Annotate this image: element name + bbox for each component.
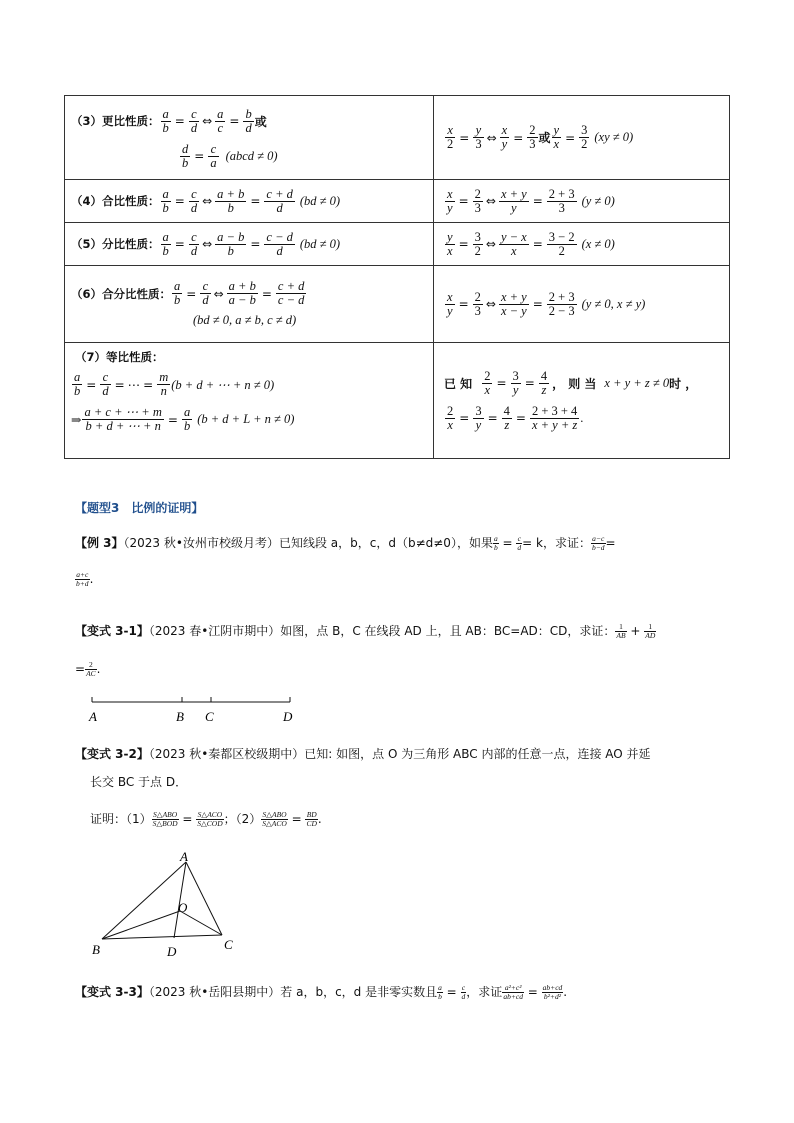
side-ac [186,862,222,935]
variant-3-2 [75,745,651,763]
example-text: 时 ， [669,376,698,391]
properties-table [64,95,730,459]
table-row [65,96,730,180]
example-3: 【例 3】（2023 秋•汝州市校级月考）已知线段 a，b，c，d（b≠d≠0），如果 $\frac{a}{b}$ = $\frac{c}{d}$ = k，求证： $\frac{a-c}{b-d}$ = [75,534,616,552]
table-row [65,266,730,343]
vertex-label-c: C [224,937,233,952]
rule-cell: （6）合分比性质： $\frac{a}{b}$ = $\frac{c}{d}$ ⇔ $\frac{a + b}{a - b}$ = $\frac{c + d}{c - d}$ (bd ≠ 0, a ≠ b, c ≠ d) [65,266,434,343]
table-row [65,180,730,223]
or-word: 或 [254,114,267,129]
problem-text: （2023 春•江阴市期中）如图，点 B，C 在线段 AD 上，且 AB：BC=AD：CD，求证： [148,624,616,638]
example-cell: 已 知 $\frac{2}{x}$ = $\frac{3}{y}$ = $\frac{4}{z}$ ， 则 当 x + y + z ≠ 0 时 ， $\frac{2}{x}$ = $\frac{3}{y}$ = $\frac{4}{z}$ = $\frac{2 + 3 + 4}{x + y + z}$ . [434,343,730,459]
row-label: （7）等比性质： [75,350,164,364]
problem-text: （2023 秋•岳阳县期中）若 a，b，c，d 是非零实数且 [148,985,438,999]
example-cell: $\frac{x}{y}$ = $\frac{2}{3}$ ⇔ $\frac{x + y}{y}$ = $\frac{2 + 3}{3}$ (y ≠ 0) [434,180,730,223]
condition: (b + d + ⋯ + n ≠ 0) [171,377,275,392]
problem-text: = k，求证： [522,536,591,550]
condition: (x ≠ 0) [581,236,615,251]
problem-text: （2023 秋•秦都区校级期中）已知: 如图，点 O 为三角形 ABC 内部的任意一点，连接 AO 并延 [148,747,651,761]
rule-cell: （4）合比性质： $\frac{a}{b}$ = $\frac{c}{d}$ ⇔ $\frac{a + b}{b}$ = $\frac{c + d}{d}$ (bd ≠ 0) [65,180,434,223]
point-label-d: D [283,709,293,724]
table-row [65,223,730,266]
condition: (y ≠ 0) [581,193,615,208]
proof-mid: ；（2） [223,812,262,826]
example-cell: $\frac{x}{2}$ = $\frac{y}{3}$ ⇔ $\frac{x}{y}$ = $\frac{2}{3}$ 或 $\frac{y}{x}$ = $\frac{3}{2}$ (xy ≠ 0) [434,96,730,180]
variant-3-3: 【变式 3-3】（2023 秋•岳阳县期中）若 a，b，c，d 是非零实数且 $\frac{a}{b}$ = $\frac{c}{d}$ ，求证 $\frac{\text{a²+c²}}{ab+cd}$ = $\frac{ab+cd}{\text{b²+d²}}$ . [75,983,568,1001]
problem-text: （2023 秋•汝州市校级月考）已知线段 a，b，c，d（b≠d≠0），如果 [123,536,493,550]
problem-text: ，求证 [466,985,503,999]
problem-tag: 【变式 3-3】 [75,985,149,999]
point-label-c: C [205,709,214,724]
rule-cell: （3）更比性质： $\frac{a}{b}$ = $\frac{c}{d}$ ⇔ $\frac{a}{c}$ = $\frac{b}{d}$ 或 $\frac{d}{b}$ = $\frac{c}{a}$ (abcd ≠ 0) [65,96,434,180]
variant-3-1-result: = $\frac{2}{AC}$ . [75,660,101,678]
example-cell: $\frac{y}{x}$ = $\frac{3}{2}$ ⇔ $\frac{y - x}{x}$ = $\frac{3 - 2}{2}$ (x ≠ 0) [434,223,730,266]
point-label-o: O [178,900,188,915]
condition: (bd ≠ 0, a ≠ b, c ≠ d) [193,313,297,327]
table-row [65,343,730,459]
problem-tag: 【例 3】 [75,536,124,550]
row-label: （3）更比性质： [71,114,160,128]
condition: (xy ≠ 0) [594,130,634,144]
problem-text: = [605,536,616,550]
condition: (bd ≠ 0) [299,236,341,251]
condition: (y ≠ 0, x ≠ y) [581,296,646,311]
variant-3-2-cont [90,773,187,791]
row-label: （5）分比性质： [71,237,160,251]
variant-3-2-proof: 证明：（1） S△ABO S△BOD = S△ACO S△COD ；（2） S△ABO S△ACO = $\frac{BD}{CD}$ . [90,810,322,828]
segment-bo [102,911,180,939]
condition: x + y + z ≠ 0 [604,375,670,390]
point-label-d: D [167,944,177,959]
problem-text: 长交 BC 于点 D． [90,775,188,789]
segment-figure [86,694,300,728]
condition: (bd ≠ 0) [299,193,341,208]
row-label: （6）合分比性质： [71,286,172,301]
point-label-a: A [89,709,97,724]
row-label: （4）合比性质： [71,194,160,208]
vertex-label-a: A [180,849,188,864]
side-bc [102,935,222,939]
problem-tag: 【变式 3-2】 [75,747,149,761]
rule-cell: （7）等比性质： $\frac{a}{b}$ = $\frac{c}{d}$ = ⋯ = $\frac{m}{n}$ (b + d + ⋯ + n ≠ 0) ⇒ $\frac{a + c + \cdots + m}{b + d + \cdots + n}$ = $\frac{a}{b}$ (b + d + L + n ≠ 0) [65,343,434,459]
problem-text: = [75,662,86,676]
example-text: ， 则 当 [552,376,597,391]
condition: (b + d + L + n ≠ 0) [197,412,295,426]
proof-label: 证明：（1） [90,812,152,826]
section-title: 【题型3 比例的证明】 [75,501,204,515]
example-text: 已 知 [444,376,473,391]
side-ab [102,862,186,939]
triangle-figure [88,846,248,964]
vertex-label-b: B [92,942,100,957]
or-word: 或 [538,131,551,145]
example-cell: $\frac{x}{y}$ = $\frac{2}{3}$ ⇔ $\frac{x + y}{x - y}$ = $\frac{2 + 3}{2 - 3}$ (y ≠ 0, x ≠ y) [434,266,730,343]
problem-tag: 【变式 3-1】 [75,624,149,638]
example-3-result: $\frac{a+c}{b+d}$ . [76,570,94,588]
variant-3-1: 【变式 3-1】（2023 春•江阴市期中）如图，点 B，C 在线段 AD 上，且 AB：BC=AD：CD，求证： $\frac{1}{AB}$ + $\frac{1}{AD}$ [75,622,656,640]
condition: (abcd ≠ 0) [225,148,278,163]
point-label-b: B [176,709,184,724]
rule-cell: （5）分比性质： $\frac{a}{b}$ = $\frac{c}{d}$ ⇔ $\frac{a - b}{b}$ = $\frac{c - d}{d}$ (bd ≠ 0) [65,223,434,266]
